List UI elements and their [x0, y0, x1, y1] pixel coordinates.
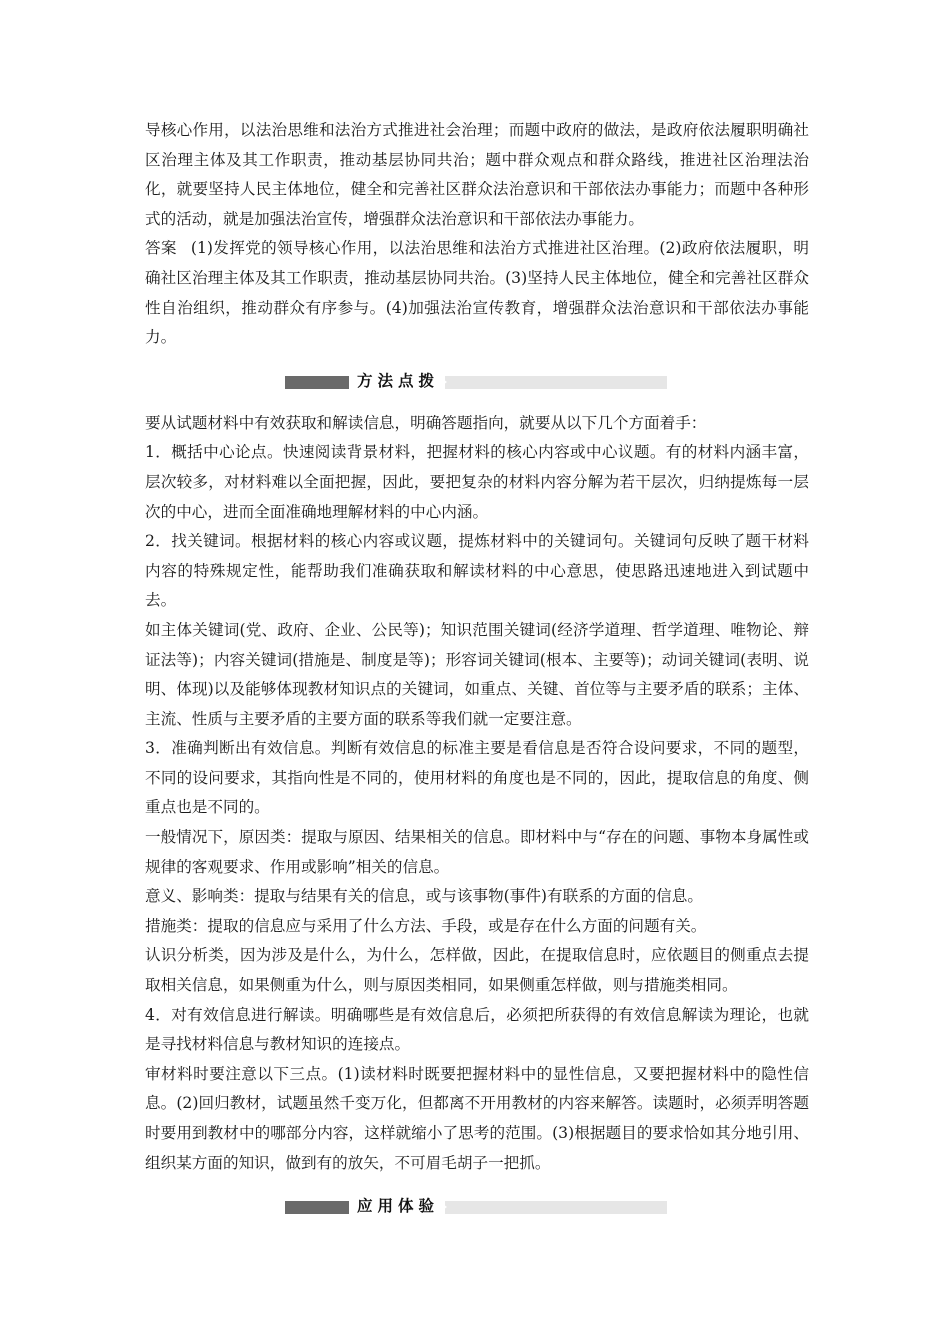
method-paragraph: 4．对有效信息进行解读。明确哪些是有效信息后，必须把所获得的有效信息解读为理论，也就是寻找材料信息与教材知识的连接点。	[145, 1005, 809, 1054]
method-section-title: 方法点拨	[349, 367, 445, 396]
method-paragraph: 审材料时要注意以下三点。(1)读材料时既要把握材料中的显性信息，又要把握材料中的隐性信息。(2)回归教材，试题虽然千变万化，但都离不开用教材的内容来解答。读题时，必须弄明答题时要用到教材中的哪部分内容，这样就缩小了思考的范围。(3)根据题目的要求恰如其分地引用、组织某方面的知识，做到有的放矢，不可眉毛胡子一把抓。	[145, 1064, 809, 1172]
apply-section-title: 应用体验	[349, 1192, 445, 1221]
answer-label: 答案	[145, 239, 177, 258]
method-paragraph: 认识分析类，因为涉及是什么，为什么，怎样做，因此，在提取信息时，应依题目的侧重点去提取相关信息，如果侧重为什么，则与原因类相同，如果侧重怎样做，则与措施类相同。	[145, 946, 809, 995]
header-arrow-icon	[439, 376, 447, 388]
header-arrow-icon	[439, 1201, 447, 1213]
header-bar-dark	[285, 376, 349, 389]
method-paragraph: 2．找关键词。根据材料的核心内容或议题，提炼材料中的关键词句。关键词句反映了题干材料内容的特殊规定性，能帮助我们准确获取和解读材料的中心意思，使思路迅速地进入到试题中去。	[145, 532, 809, 610]
method-paragraph: 要从试题材料中有效获取和解读信息，明确答题指向，就要从以下几个方面着手：	[145, 413, 707, 432]
method-paragraph: 意义、影响类：提取与结果有关的信息，或与该事物(事件)有联系的方面的信息。	[145, 887, 703, 906]
method-paragraph: 措施类：提取的信息应与采用了什么方法、手段，或是存在什么方面的问题有关。	[145, 916, 707, 935]
method-paragraph: 一般情况下，原因类：提取与原因、结果相关的信息。即材料中与“存在的问题、事物本身属性或规律的客观要求、作用或影响”相关的信息。	[145, 828, 809, 876]
apply-section-header	[145, 1192, 809, 1220]
answer-paragraph	[145, 234, 809, 352]
header-bar-dark	[285, 1201, 349, 1214]
method-paragraph: 如主体关键词(党、政府、企业、公民等)；知识范围关键词(经济学道理、哲学道理、唯物论、辩证法等)；内容关键词(措施是、制度是等)；形容词关键词(根本、主要等)；动词关键词(表明、说明、体现)以及能够体现教材知识点的关键词，如重点、关键、首位等与主要矛盾的联系；主体、主流、性质与主要矛盾的主要方面的联系等我们就一定要注意。	[145, 620, 809, 728]
document-body	[145, 116, 809, 1234]
intro-paragraph: 导核心作用，以法治思维和法治方式推进社会治理；而题中政府的做法，是政府依法履职明确社区治理主体及其工作职责，推动基层协同共治；题中群众观点和群众路线，推进社区治理法治化，就要坚持人民主体地位，健全和完善社区群众法治意识和干部依法办事能力；而题中各种形式的活动，就是加强法治宣传，增强群众法治意识和干部依法办事能力。	[145, 121, 809, 228]
method-paragraph: 1．概括中心论点。快速阅读背景材料，把握材料的核心内容或中心议题。有的材料内涵丰富，层次较多，对材料难以全面把握，因此，要把复杂的材料内容分解为若干层次，归纳提炼每一层次的中心，进而全面准确地理解材料的中心内涵。	[145, 443, 809, 521]
method-section-header	[145, 367, 809, 395]
answer-text: (1)发挥党的领导核心作用，以法治思维和法治方式推进社区治理。(2)政府依法履职，明确社区治理主体及其工作职责，推动基层协同共治。(3)坚持人民主体地位，健全和完善社区群众性自治组织，推动群众有序参与。(4)加强法治宣传教育，增强群众法治意识和干部依法办事能力。	[145, 239, 809, 347]
method-paragraph: 3．准确判断出有效信息。判断有效信息的标准主要是看信息是否符合设问要求，不同的题型，不同的设问要求，其指向性是不同的，使用材料的角度也是不同的，因此，提取信息的角度、侧重点也是不同的。	[145, 739, 809, 817]
